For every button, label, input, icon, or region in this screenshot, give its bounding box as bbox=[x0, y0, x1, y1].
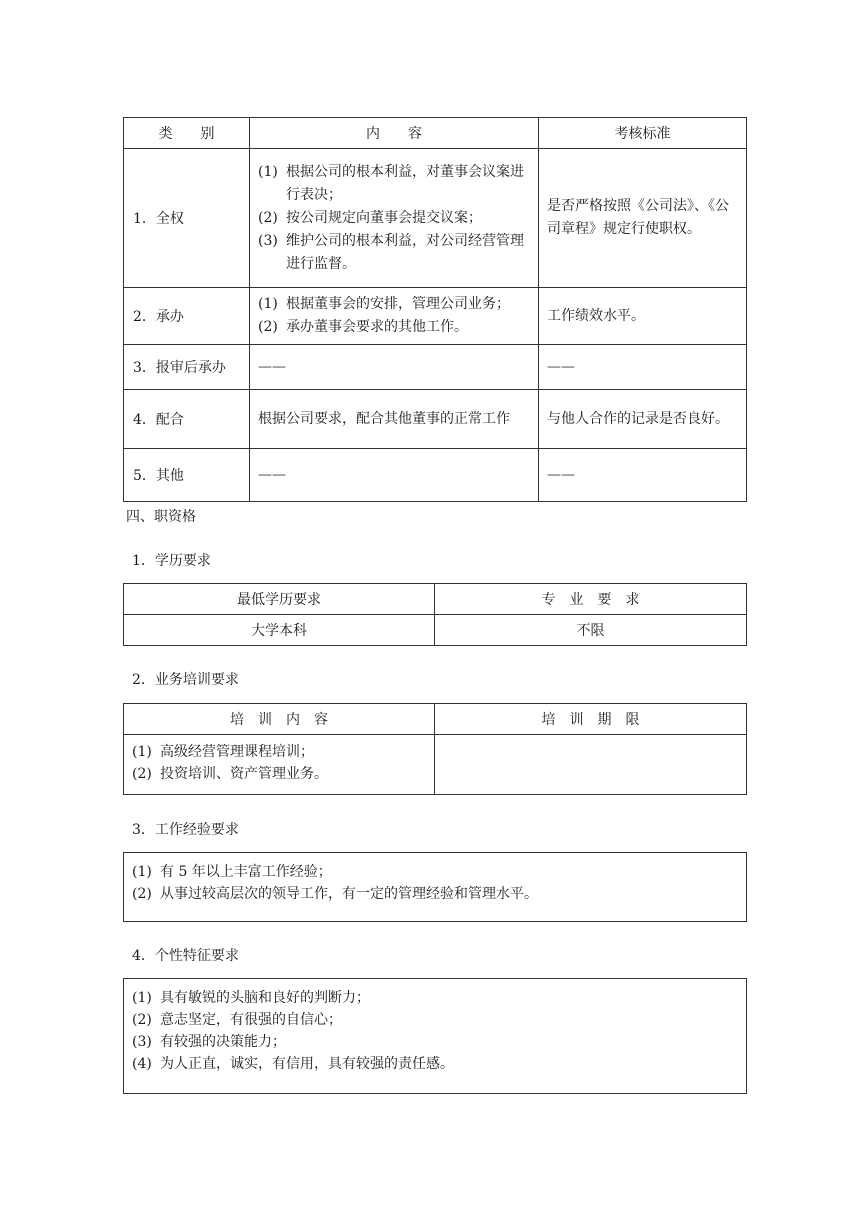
item-number: (1) bbox=[132, 864, 152, 880]
column-header-category: 类 别 bbox=[124, 118, 250, 149]
column-header-standard: 考核标准 bbox=[539, 118, 747, 149]
item-text: 按公司规定向董事会提交议案； bbox=[286, 209, 482, 226]
item-text: 有较强的决策能力； bbox=[160, 1034, 286, 1050]
row-category: 2．承办 bbox=[124, 288, 250, 345]
item-text: 为人正直，诚实，有信用，具有较强的责任感。 bbox=[160, 1056, 454, 1072]
item-number: (1) bbox=[258, 296, 278, 312]
list-item bbox=[132, 763, 426, 785]
education-heading: 1．学历要求 bbox=[132, 553, 211, 569]
column-header-min-education: 最低学历要求 bbox=[124, 584, 435, 615]
item-number: (2) bbox=[132, 886, 152, 902]
item-text: 根据公司的根本利益，对董事会议案进行表决； bbox=[286, 163, 524, 203]
row-content bbox=[250, 288, 539, 345]
item-number: (1) bbox=[132, 744, 152, 760]
item-number: (1) bbox=[258, 163, 278, 180]
row-standard: 是否严格按照《公司法》、《公司章程》规定行使职权。 bbox=[539, 149, 747, 288]
section-title: 四、职资格 bbox=[126, 509, 196, 525]
list-item bbox=[132, 1053, 738, 1075]
training-table bbox=[123, 703, 747, 795]
duty-table bbox=[123, 117, 747, 502]
table-row bbox=[124, 288, 747, 345]
column-header-training-period: 培 训 期 限 bbox=[435, 704, 747, 735]
personality-box bbox=[123, 978, 747, 1094]
table-row bbox=[124, 449, 747, 502]
education-table bbox=[123, 583, 747, 646]
item-text: 维护公司的根本利益，对公司经营管理进行监督。 bbox=[286, 232, 524, 272]
min-education-value: 大学本科 bbox=[124, 615, 435, 646]
list-item bbox=[132, 861, 738, 883]
item-text: 从事过较高层次的领导工作，有一定的管理经验和管理水平。 bbox=[160, 886, 538, 902]
item-text: 高级经营管理课程培训； bbox=[160, 744, 314, 760]
major-value: 不限 bbox=[435, 615, 747, 646]
table-header-row bbox=[124, 584, 747, 615]
list-item bbox=[132, 741, 426, 763]
row-content: —— bbox=[250, 449, 539, 502]
row-standard: —— bbox=[539, 449, 747, 502]
item-number: (1) bbox=[132, 990, 152, 1006]
item-text: 有 5 年以上丰富工作经验； bbox=[160, 864, 332, 880]
row-category: 3．报审后承办 bbox=[124, 345, 250, 390]
item-number: (2) bbox=[258, 319, 278, 335]
item-number: (2) bbox=[258, 209, 278, 226]
item-number: (2) bbox=[132, 766, 152, 782]
item-number: (3) bbox=[132, 1034, 152, 1050]
column-header-major: 专 业 要 求 bbox=[435, 584, 747, 615]
item-number: (3) bbox=[258, 232, 278, 249]
row-standard: —— bbox=[539, 345, 747, 390]
row-content bbox=[250, 149, 539, 288]
row-category: 1．全权 bbox=[124, 149, 250, 288]
list-item bbox=[132, 1009, 738, 1031]
item-text: 意志坚定，有很强的自信心； bbox=[160, 1012, 342, 1028]
list-item bbox=[132, 883, 738, 905]
row-content: —— bbox=[250, 345, 539, 390]
training-period bbox=[435, 735, 747, 795]
column-header-training-content: 培 训 内 容 bbox=[124, 704, 435, 735]
experience-heading: 3．工作经验要求 bbox=[132, 822, 239, 838]
training-content bbox=[124, 735, 435, 795]
row-category: 4．配合 bbox=[124, 390, 250, 449]
table-header-row bbox=[124, 704, 747, 735]
table-header-row bbox=[124, 118, 747, 149]
item-text: 投资培训、资产管理业务。 bbox=[160, 766, 328, 782]
item-number: (4) bbox=[132, 1056, 152, 1072]
personality-heading: 4．个性特征要求 bbox=[132, 948, 239, 964]
item-text: 具有敏锐的头脑和良好的判断力； bbox=[160, 990, 370, 1006]
table-row bbox=[124, 735, 747, 795]
training-heading: 2．业务培训要求 bbox=[132, 672, 239, 688]
table-row bbox=[124, 390, 747, 449]
row-content: 根据公司要求，配合其他董事的正常工作 bbox=[250, 390, 539, 449]
item-text: 根据董事会的安排，管理公司业务； bbox=[286, 296, 510, 312]
list-item bbox=[258, 316, 530, 339]
list-item bbox=[132, 1031, 738, 1053]
table-row bbox=[124, 149, 747, 288]
list-item bbox=[258, 207, 530, 230]
item-number: (2) bbox=[132, 1012, 152, 1028]
list-item bbox=[132, 987, 738, 1009]
row-standard: 工作绩效水平。 bbox=[539, 288, 747, 345]
item-text: 承办董事会要求的其他工作。 bbox=[286, 319, 468, 335]
row-standard: 与他人合作的记录是否良好。 bbox=[539, 390, 747, 449]
table-row bbox=[124, 615, 747, 646]
list-item bbox=[258, 161, 530, 207]
table-row bbox=[124, 345, 747, 390]
list-item bbox=[258, 293, 530, 316]
column-header-content: 内 容 bbox=[250, 118, 539, 149]
row-category: 5．其他 bbox=[124, 449, 250, 502]
list-item bbox=[258, 230, 530, 276]
experience-box bbox=[123, 852, 747, 922]
